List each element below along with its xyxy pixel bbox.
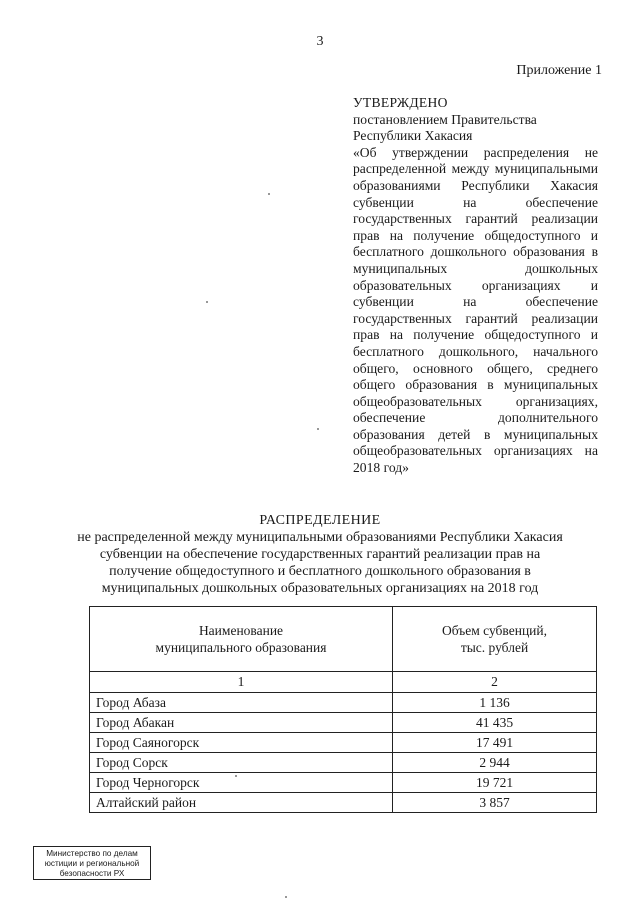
header-amount-line2: тыс. рублей: [460, 640, 529, 655]
ministry-stamp: [33, 846, 151, 880]
municipality-name: Город Сорск: [90, 753, 393, 773]
approval-line-1: постановлением Правительства: [353, 111, 537, 127]
subvention-amount: 2 944: [393, 753, 597, 773]
subvention-amount: 19 721: [393, 773, 597, 793]
distribution-subtitle-line: не распределенной между муниципальными образованиями Республики Хакасия: [77, 530, 563, 545]
scan-speck: [317, 428, 319, 430]
subvention-amount: 41 435: [393, 713, 597, 733]
header-municipality: [90, 607, 393, 672]
table-row: [90, 713, 597, 733]
approval-line-2: Республики Хакасия: [353, 128, 473, 144]
scan-speck: [268, 193, 270, 195]
municipality-name: Город Черногорск: [90, 773, 393, 793]
header-municipality-line2: муниципального образования: [155, 640, 327, 655]
distribution-subtitle-line: субвенции на обеспечение государственных гарантий реализации прав на: [99, 547, 541, 562]
subvention-amount: 3 857: [393, 793, 597, 813]
municipality-name: Город Саяногорск: [90, 733, 393, 753]
municipality-name: Алтайский район: [90, 793, 393, 813]
page-number: 3: [316, 34, 324, 49]
header-amount: [393, 607, 597, 672]
approval-block: [353, 95, 598, 477]
municipality-name: Город Абаза: [90, 693, 393, 713]
header-amount-line1: Объем субвенций,: [442, 623, 547, 638]
stamp-line-1: Министерство по делам: [46, 849, 138, 858]
appendix-label: Приложение 1: [516, 63, 602, 78]
scan-speck: [285, 896, 287, 898]
column-number-row: [90, 672, 597, 693]
distribution-title: РАСПРЕДЕЛЕНИЕ: [259, 513, 381, 528]
scan-speck: [206, 301, 208, 303]
column-number-1: 1: [90, 672, 393, 693]
table-row: [90, 773, 597, 793]
subvention-amount: 1 136: [393, 693, 597, 713]
table-row: [90, 733, 597, 753]
header-municipality-line1: Наименование: [198, 623, 284, 638]
subvention-table: [89, 606, 597, 813]
municipality-name: Город Абакан: [90, 713, 393, 733]
table-row: [90, 753, 597, 773]
table-row: [90, 793, 597, 813]
distribution-title-block: [0, 512, 640, 597]
scan-speck: [235, 775, 237, 777]
subvention-amount: 17 491: [393, 733, 597, 753]
distribution-subtitle-line: получение общедоступного и бесплатного дошкольного образования в: [109, 564, 531, 579]
distribution-subtitle-line: муниципальных дошкольных образовательных организациях на 2018 год: [101, 581, 539, 596]
table-header-row: [90, 607, 597, 672]
decree-title: «Об утверждении распределения не распределенной между муниципальными образованиями Республики Хакасия субвенции на обеспечение государственных гарантий реализации прав на получение общедоступного и бесплатного дошкольного образования в муниципальных дошкольных образовательных организациях и субвенции на обеспечение государственных гарантий реализации прав на получение общедоступного и бесплатного дошкольного, начального общего, основного общего, среднего общего образования в муниципальных общеобразовательных организациях, обеспечение дополнительного образования детей в муниципальных общеобразовательных организациях на 2018 год»: [353, 144, 598, 476]
approval-heading: УТВЕРЖДЕНО: [353, 95, 448, 110]
stamp-line-3: безопасности РХ: [59, 869, 125, 878]
stamp-line-2: юстиции и региональной: [44, 859, 140, 868]
column-number-2: 2: [393, 672, 597, 693]
table-row: [90, 693, 597, 713]
